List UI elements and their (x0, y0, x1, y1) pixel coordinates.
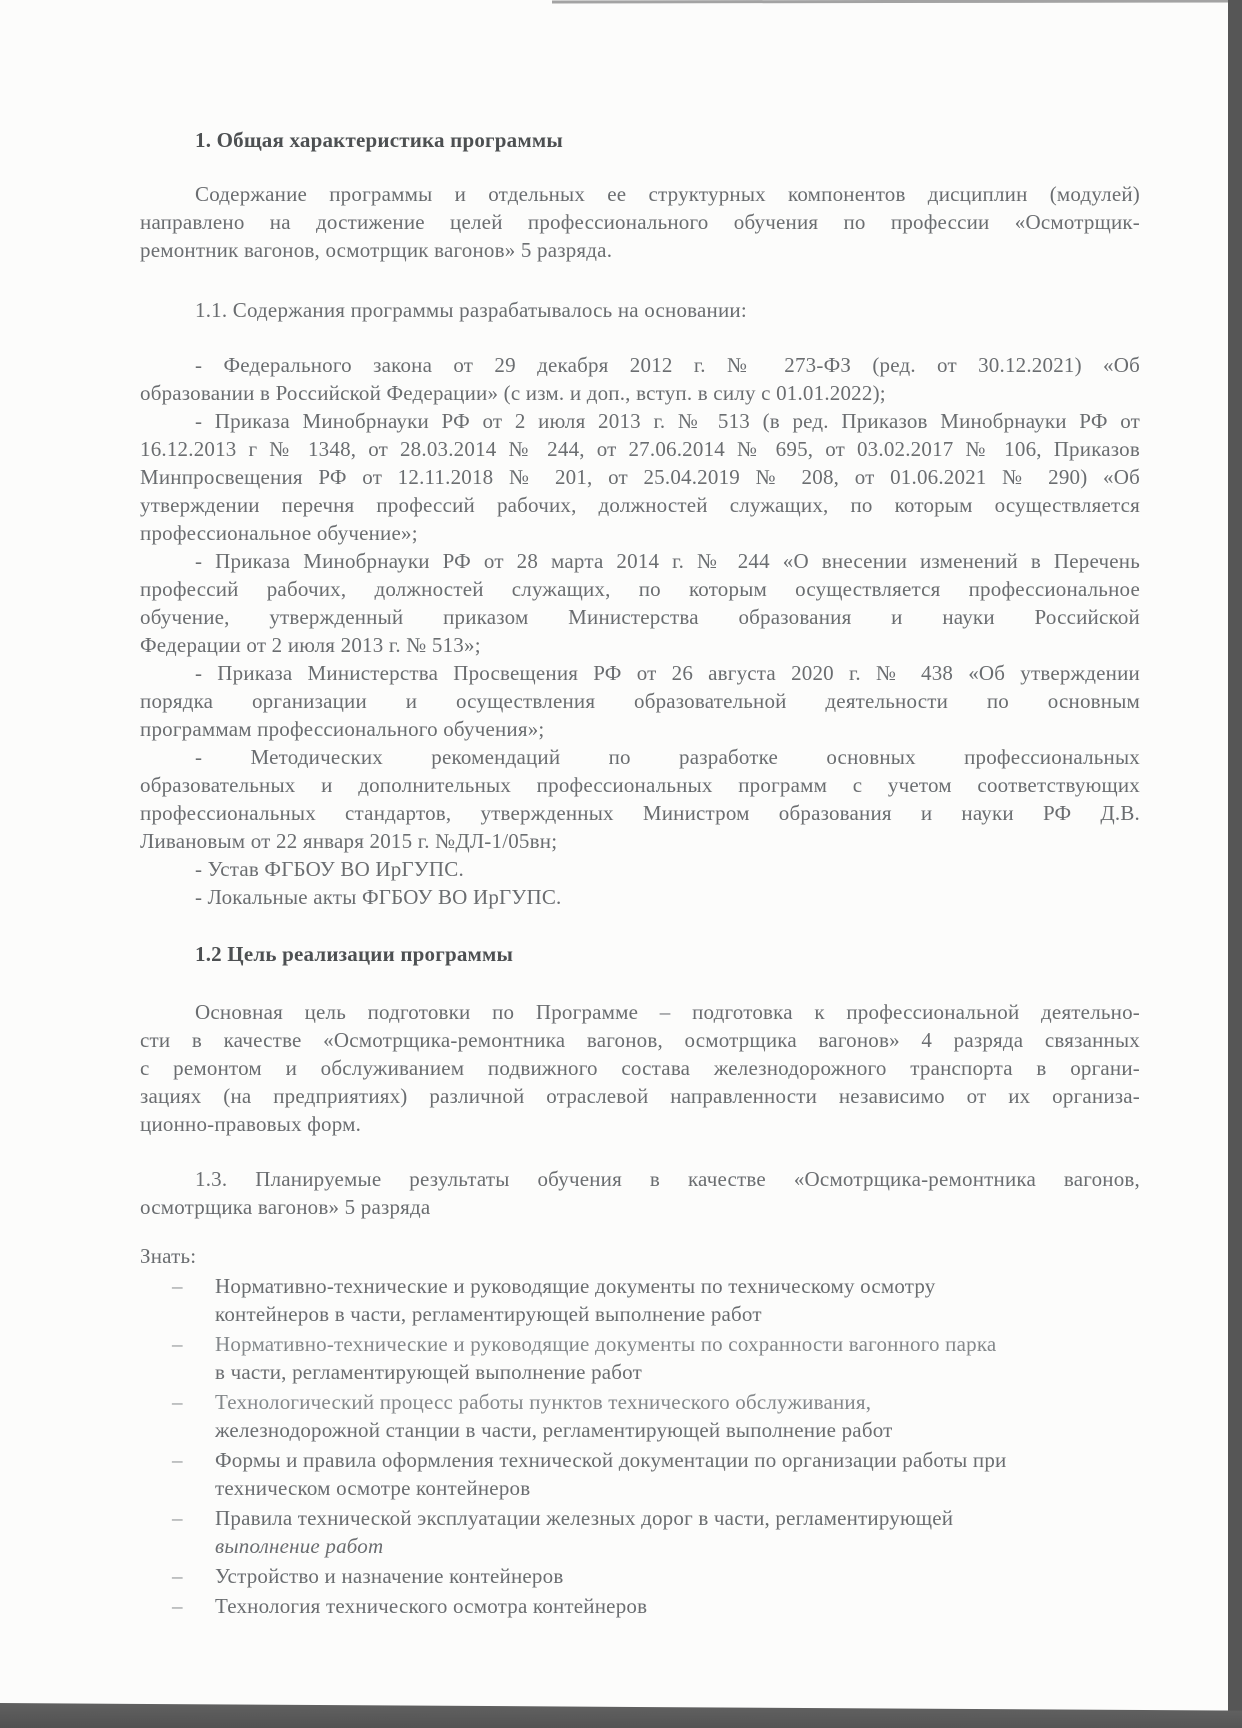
text-line: профессий рабочих, должностей служащих, по которым осуществляется профессиональное (140, 577, 1140, 601)
text-line: - Локальные акты ФГБОУ ВО ИрГУПС. (195, 885, 562, 909)
dash-bullet: – (172, 1448, 183, 1472)
legal-basis-item (140, 855, 1140, 883)
text-line: с ремонтом и обслуживанием подвижного состава железнодорожного транспорта в органи- (140, 1056, 1140, 1080)
text-line: выполнение работ (215, 1534, 384, 1558)
text-line: - Федерального закона от 29 декабря 2012 г. № 273-ФЗ (ред. от 30.12.2021) «Об (195, 353, 1140, 377)
dash-bullet: – (172, 1594, 183, 1618)
text-line: направлено на достижение целей профессионального обучения по профессии «Осмотрщик- (140, 210, 1140, 234)
text-line: - Методических рекомендаций по разработке основных профессиональных (195, 745, 1140, 769)
text-line: ремонтник вагонов, осмотрщик вагонов» 5 разряда. (140, 238, 613, 262)
text-line: Основная цель подготовки по Программе – подготовка к профессиональной деятельно- (195, 1000, 1140, 1024)
text-line: профессиональных стандартов, утвержденных Министром образования и науки РФ Д.В. (140, 801, 1140, 825)
text-line: осмотрщика вагонов» 5 разряда (140, 1195, 431, 1219)
scan-edge-bottom (0, 1703, 1242, 1728)
text-line: образовательных и дополнительных профессиональных программ с учетом соответствующих (140, 773, 1140, 797)
list-item-text (215, 1562, 1140, 1590)
scan-edge-right (1228, 0, 1242, 1728)
list-item-text (215, 1330, 1140, 1386)
text-line: - Приказа Министерства Просвещения РФ от 26 августа 2020 г. № 438 «Об утверждении (195, 661, 1140, 685)
knowledge-list-item (140, 1504, 1140, 1560)
text-line: 1.3. Планируемые результаты обучения в качестве «Осмотрщика-ремонтника вагонов, (195, 1167, 1140, 1191)
knowledge-list-item (140, 1562, 1140, 1590)
dash-bullet: – (172, 1274, 183, 1298)
text-line: Правила технической эксплуатации железных дорог в части, регламентирующей (215, 1506, 954, 1530)
text-line: техническом осмотре контейнеров (215, 1476, 531, 1500)
legal-basis-item (140, 547, 1140, 659)
knowledge-list-item (140, 1446, 1140, 1502)
text-line: образовании в Российской Федерации» (с изм. и доп., вступ. в силу с 01.01.2022); (140, 381, 886, 405)
list-item-text (215, 1592, 1140, 1620)
text-line: Содержание программы и отдельных ее структурных компонентов дисциплин (модулей) (195, 182, 1140, 206)
dash-bullet: – (172, 1390, 183, 1414)
list-item-text (215, 1446, 1140, 1502)
text-line: обучение, утвержденный приказом Министерства образования и науки Российской (140, 605, 1140, 629)
paragraph (140, 180, 1140, 264)
knowledge-list-item (140, 1592, 1140, 1620)
text-line: Технология технического осмотра контейнеров (215, 1594, 648, 1618)
text-line: в части, регламентирующей выполнение работ (215, 1360, 642, 1384)
section-heading: 1. Общая характеристика программы (195, 128, 563, 152)
list-item-text (215, 1272, 1140, 1328)
text-line: ционно-правовых форм. (140, 1112, 362, 1136)
scan-edge-top (552, 0, 1242, 3)
know-label: Знать: (140, 1244, 197, 1268)
text-line: профессиональное обучение»; (140, 521, 418, 545)
section-heading: 1.2 Цель реализации программы (195, 942, 514, 966)
knowledge-list-item (140, 1330, 1140, 1386)
legal-basis-item (140, 883, 1140, 911)
text-line: Минпросвещения РФ от 12.11.2018 № 201, от 25.04.2019 № 208, от 01.06.2021 № 290) «Об (140, 465, 1140, 489)
text-line: Устройство и назначение контейнеров (215, 1564, 564, 1588)
knowledge-list-item (140, 1388, 1140, 1444)
text-line: Технологический процесс работы пунктов технического обслуживания, (215, 1390, 872, 1414)
text-line: 16.12.2013 г № 1348, от 28.03.2014 № 244, от 27.06.2014 № 695, от 03.02.2017 № 106, Приказов (140, 437, 1140, 461)
text-line: Нормативно-технические и руководящие документы по сохранности вагонного парка (215, 1332, 997, 1356)
text-line: порядка организации и осуществления образовательной деятельности по основным (140, 689, 1140, 713)
text-line: Федерации от 2 июля 2013 г. № 513»; (140, 633, 481, 657)
list-item-text (215, 1388, 1140, 1444)
knowledge-list (140, 1272, 1140, 1620)
text-line: сти в качестве «Осмотрщика-ремонтника вагонов, осмотрщика вагонов» 4 разряда связанных (140, 1028, 1140, 1052)
text-line: железнодорожной станции в части, регламентирующей выполнение работ (215, 1418, 893, 1442)
paragraph (140, 998, 1140, 1138)
document-content (140, 126, 1140, 1622)
text-line: контейнеров в части, регламентирующей выполнение работ (215, 1302, 762, 1326)
paragraph (140, 1165, 1140, 1221)
legal-basis-item (140, 743, 1140, 855)
text-line: 1.1. Содержания программы разрабатывалось на основании: (195, 298, 747, 322)
text-line: - Приказа Минобрнауки РФ от 28 марта 2014 г. № 244 «О внесении изменений в Перечень (195, 549, 1140, 573)
list-item-text (215, 1504, 1140, 1560)
text-line: зациях (на предприятиях) различной отраслевой направленности независимо от их организа- (140, 1084, 1140, 1108)
legal-basis-item (140, 407, 1140, 547)
dash-bullet: – (172, 1564, 183, 1588)
knowledge-list-item (140, 1272, 1140, 1328)
text-line: - Устав ФГБОУ ВО ИрГУПС. (195, 857, 464, 881)
text-line: Формы и правила оформления технической документации по организации работы при (215, 1448, 1007, 1472)
text-line: Нормативно-технические и руководящие документы по техническому осмотру (215, 1274, 936, 1298)
dash-bullet: – (172, 1506, 183, 1530)
legal-basis-item (140, 659, 1140, 743)
paragraph (140, 296, 1140, 324)
text-line: программам профессионального обучения»; (140, 717, 545, 741)
dash-bullet: – (172, 1332, 183, 1356)
text-line: утверждении перечня профессий рабочих, должностей служащих, по которым осуществляется (140, 493, 1140, 517)
legal-basis-item (140, 351, 1140, 407)
text-line: - Приказа Минобрнауки РФ от 2 июля 2013 г. № 513 (в ред. Приказов Минобрнауки РФ от (195, 409, 1140, 433)
text-line: Ливановым от 22 января 2015 г. №ДЛ-1/05вн; (140, 829, 558, 853)
